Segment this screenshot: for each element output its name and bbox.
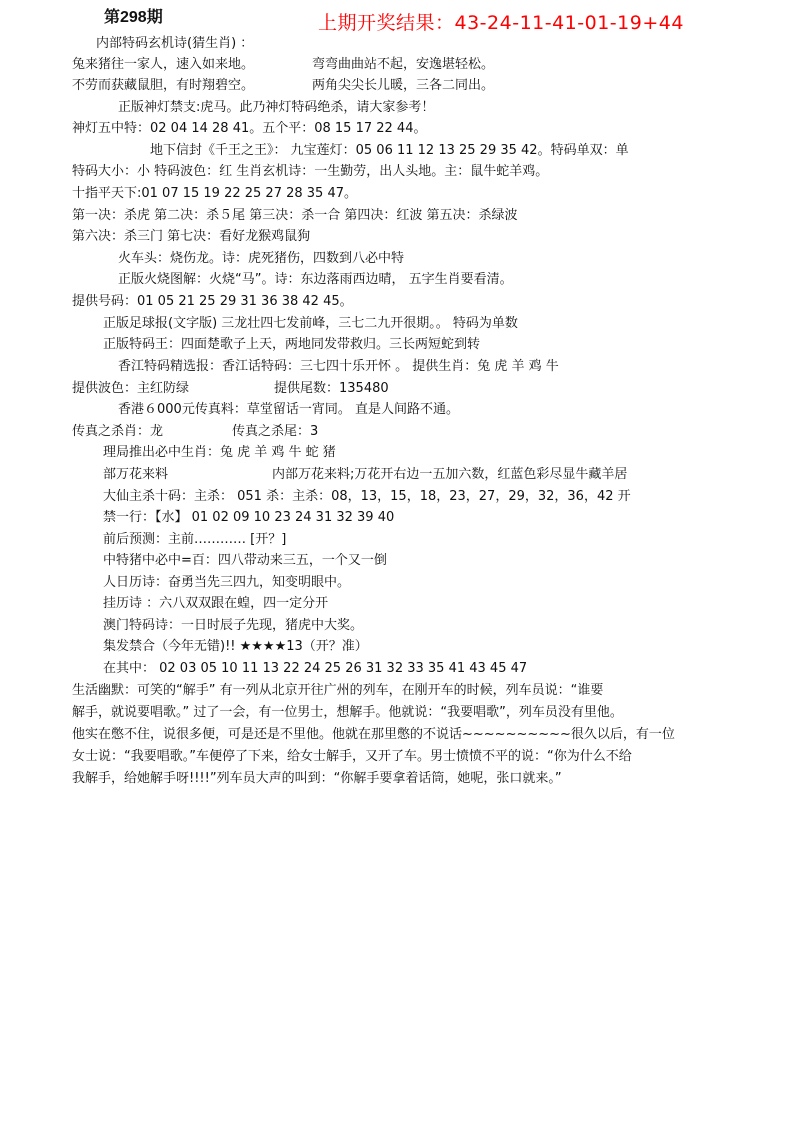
lamp-five: 神灯五中特：02 04 14 28 41。五个平：08 15 17 22 44。 [72,121,427,136]
ten-fingers-line: 十指平天下:01 07 15 19 22 25 27 28 35 47。 [72,186,357,201]
issue-number: 第298期 [104,9,163,26]
decisions-line-1: 第一决：杀虎 第二决：杀５尾 第三决：杀一合 第四决：红波 第五决：杀绿波 [72,208,518,223]
flowers-line: 内部万花来料;万花开右边一五加六数，红蓝色彩尽显牛藏羊居 [272,467,628,482]
football-line: 正版足球报(文字版) 三龙壮四七发前峰，三七二九开很期。。 特码为单数 [103,316,518,331]
pig-line: 中特猪中必中=百：四八带动来三五，一个又一倒 [103,553,387,568]
fax-line: 香港６000元传真料：草堂留话一宵同。 直是人间路不通。 [118,402,459,417]
among-line: 在其中： 02 03 05 10 11 13 22 24 25 26 31 32 33 35 41 43 45 47 [103,661,528,676]
poem-line-2a: 不劳而获藏鼠胆，有时翔碧空。 [72,78,255,93]
humor-line-5: 我解手，给她解手呀!!!!”列车员大声的叫到：“你解手要拿着话筒，她呢，张口就来。” [72,771,562,786]
humor-line-3: 他实在憋不住，说很多便，可是还是不里他。他就在那里憋的不说话~~~~~~~~~~很久以后，有一位 [72,727,675,742]
numbers-line: 提供号码：01 05 21 25 29 31 36 38 42 45。 [72,294,353,309]
poem-line-2b: 两角尖尖长儿暖，三各二同出。 [312,78,495,93]
fire-diagram-line: 正版火烧图解：火烧“马”。诗：东边落雨西边晴， 五字生肖要看清。 [118,272,513,287]
immortal-kill-line: 大仙主杀十码：主杀： 051 杀：主杀：08，13，15，18，23，27，29，32，36，42 开 [103,489,631,504]
lamp-ban: 正版神灯禁支:虎马。此乃神灯特码绝杀，请大家参考！ [118,100,435,115]
ban-row-line: 禁一行：【水】 01 02 09 10 23 24 31 32 39 40 [103,510,395,525]
humor-line-1: 生活幽默：可笑的“解手” 有一列从北京开往广州的列车，在刚开车的时候，列车员说：“谁要 [72,683,604,698]
wall-calendar-line: 挂历诗 ：六八双双跟在蝗，四一定分开 [103,596,329,611]
fax-kill-tail: 传真之杀尾：3 [232,424,319,439]
poem-line-1b: 弯弯曲曲站不起，安逸堪轻松。 [312,57,495,72]
bureau-zodiac-line: 理局推出必中生肖：兔 虎 羊 鸡 牛 蛇 猪 [103,445,336,460]
macau-poem-line: 澳门特码诗：一日时辰子先现，猪虎中大奖。 [103,618,364,633]
tail-numbers-line: 提供尾数：135480 [274,381,389,396]
decisions-line-2: 第六决：杀三门 第七决：看好龙猴鸡鼠狗 [72,229,311,244]
size-color-line: 特码大小：小 特码波色：红 生肖玄机诗：一生勤劳，出人头地。主：鼠牛蛇羊鸡。 [72,164,549,179]
humor-line-2: 解手，就说要唱歌。” 过了一会，有一位男士，想解手。他就说：“我要唱歌”，列车员没有里他。 [72,705,623,720]
last-result-banner: 上期开奖结果：43-24-11-41-01-19+44 [318,12,684,34]
calendar-poem-line: 人日历诗：奋勇当先三四九，知变明眼中。 [103,575,351,590]
envelope-line: 地下信封《千王之王》： 九宝莲灯：05 06 11 12 13 25 29 35 42。特码单双：单 [150,143,629,158]
poem-title: 内部特码玄机诗(猜生肖) ： [96,36,254,51]
special-king-line: 正版特码王：四面楚歌子上天，两地同发带救归。三长两短蛇到转 [103,337,481,352]
humor-line-4: 女士说：“我要唱歌。”车便停了下来，给女士解手，又开了车。男士愤愤不平的说：“你为什么不给 [72,749,632,764]
forecast-line: 前后预测：主前………… [开？] [103,532,287,547]
xiangjiang-line: 香江特码精选报：香江话特码：三七四十乐开怀 。 提供生肖：兔 虎 羊 鸡 牛 [118,359,559,374]
fax-kill-zodiac: 传真之杀肖：龙 [72,424,164,439]
collection-line: 集发禁合（今年无错)!! ★★★★13（开？准） [103,639,368,654]
flowers-label: 部万花来料 [103,467,169,482]
poem-line-1a: 兔来猪往一家人，速入如来地。 [72,57,255,72]
train-head-line: 火车头：烧伤龙。诗：虎死猪伤，四数到八必中特 [118,251,405,266]
wave-color-line: 提供波色：主红防绿 [72,381,190,396]
